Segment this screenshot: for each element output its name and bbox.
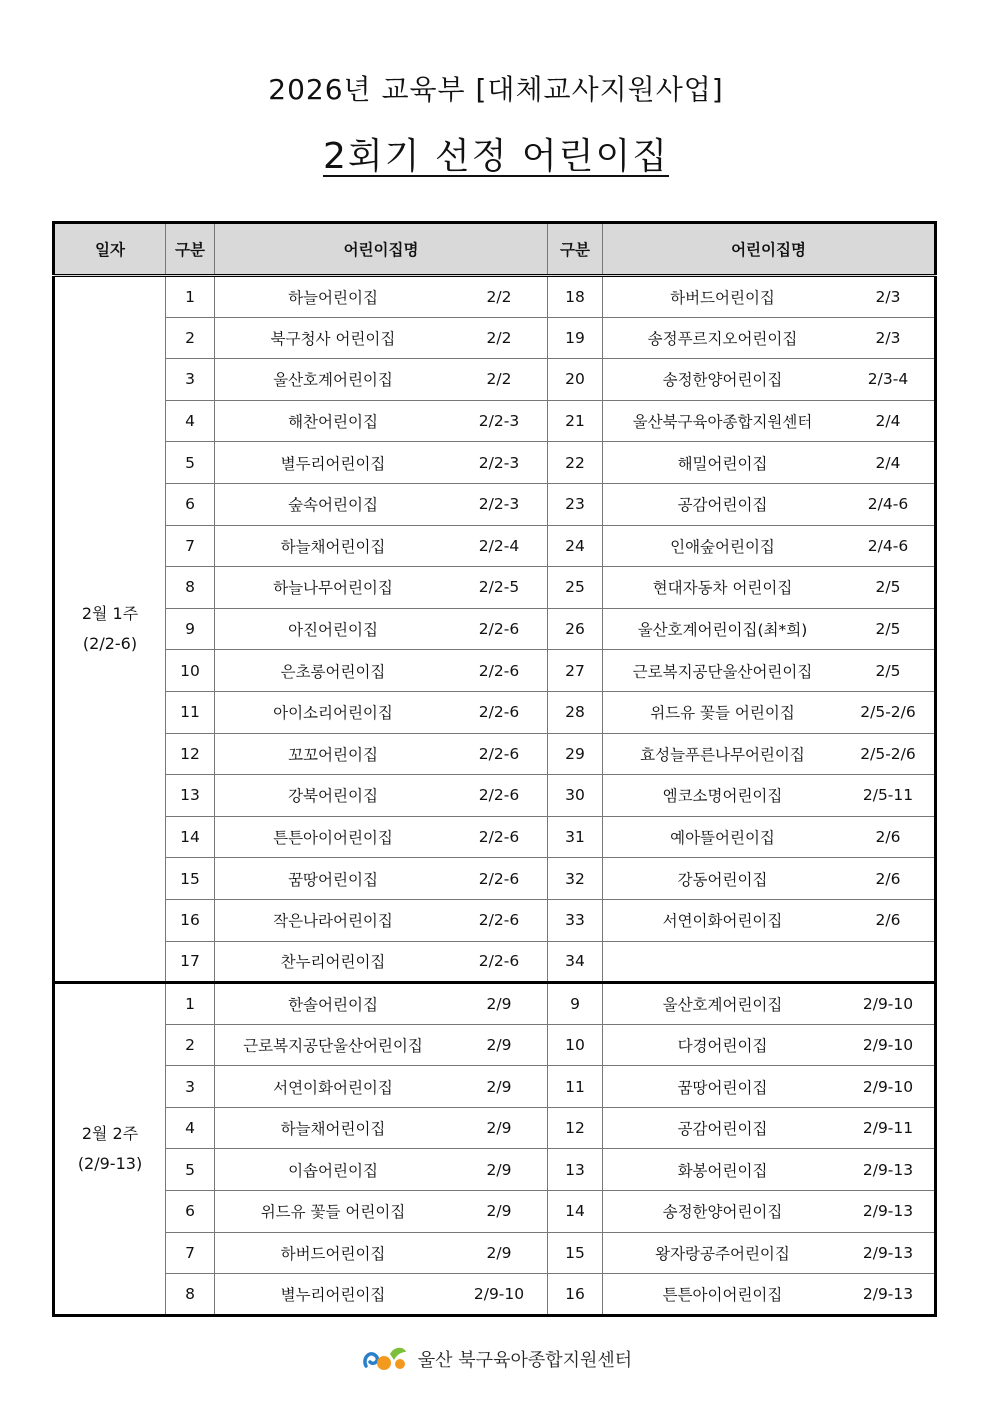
row-number: 2 [166, 317, 215, 359]
dispatch-date: 2/9-13 [862, 1285, 914, 1304]
dispatch-date: 2/2 [486, 287, 512, 306]
dispatch-date: 2/9-13 [862, 1202, 914, 1221]
row-number-2: 23 [548, 483, 603, 525]
row-number: 4 [166, 400, 215, 442]
daycare-name: 위드유 꽃들 어린이집 [260, 1203, 406, 1222]
row-number: 7 [166, 525, 215, 567]
row-number: 3 [166, 1066, 215, 1108]
dispatch-date: 2/4 [875, 453, 901, 472]
daycare-name: 왕자랑공주어린이집 [655, 1244, 790, 1263]
row-number: 2 [166, 1024, 215, 1066]
daycare-cell-2 [603, 858, 936, 900]
daycare-name: 이솝어린이집 [288, 1161, 378, 1180]
daycare-cell [215, 442, 548, 484]
row-number: 7 [166, 1232, 215, 1274]
row-number-2: 12 [548, 1107, 603, 1149]
table-row [54, 400, 936, 442]
table-row [54, 1149, 936, 1191]
daycare-cell [215, 1274, 548, 1316]
week-range: (2/9-13) [77, 1153, 143, 1173]
daycare-cell-2 [603, 1274, 936, 1316]
table-row [54, 899, 936, 941]
row-number-2: 33 [548, 899, 603, 941]
table-row [54, 317, 936, 359]
daycare-name: 다경어린이집 [677, 1036, 768, 1055]
dispatch-date: 2/4-6 [867, 536, 909, 555]
daycare-cell [215, 899, 548, 941]
row-number: 16 [166, 899, 215, 941]
row-number: 17 [166, 941, 215, 983]
daycare-name: 해찬어린이집 [288, 413, 378, 432]
daycare-cell [215, 691, 548, 733]
daycare-cell [215, 608, 548, 650]
row-number-2: 18 [548, 276, 603, 318]
table-row [54, 276, 936, 318]
row-number: 4 [166, 1107, 215, 1149]
week-label: 2월 2주 [81, 1123, 139, 1143]
dispatch-date: 2/5 [875, 578, 901, 597]
dispatch-date: 2/9 [486, 1119, 512, 1138]
daycare-name: 강북어린이집 [288, 787, 378, 806]
row-number-2: 24 [548, 525, 603, 567]
dispatch-date: 2/9-13 [862, 1243, 914, 1262]
daycare-name: 하늘어린이집 [288, 288, 378, 307]
daycare-cell-2 [603, 1024, 936, 1066]
daycare-name: 꿈땅어린이집 [288, 870, 378, 889]
week-cell [54, 983, 166, 1316]
row-number-2: 27 [548, 650, 603, 692]
daycare-cell [215, 733, 548, 775]
daycare-cell [215, 1149, 548, 1191]
dispatch-date: 2/2-4 [478, 536, 520, 555]
row-number-2: 10 [548, 1024, 603, 1066]
row-number: 13 [166, 775, 215, 817]
daycare-name: 송정한양어린이집 [662, 371, 783, 390]
daycare-name: 북구청사 어린이집 [270, 329, 396, 348]
row-number: 9 [166, 608, 215, 650]
table-row [54, 983, 936, 1025]
table-row [54, 442, 936, 484]
row-number: 5 [166, 442, 215, 484]
dispatch-date: 2/9-10 [473, 1285, 525, 1304]
dispatch-date: 2/2-6 [478, 952, 520, 971]
daycare-cell [215, 400, 548, 442]
daycare-name: 작은나라어린이집 [273, 912, 393, 931]
daycare-name: 은초롱어린이집 [280, 662, 386, 681]
dispatch-date: 2/2-6 [478, 744, 520, 763]
table-row [54, 359, 936, 401]
row-number: 10 [166, 650, 215, 692]
table-body [54, 276, 936, 1316]
dispatch-date: 2/5-2/6 [860, 703, 916, 722]
dispatch-date: 2/2-6 [478, 786, 520, 805]
dispatch-date: 2/9 [486, 1160, 512, 1179]
daycare-name: 효성늘푸른나무어린이집 [640, 745, 805, 764]
row-number: 11 [166, 691, 215, 733]
row-number: 6 [166, 483, 215, 525]
table-row [54, 775, 936, 817]
row-number-2: 19 [548, 317, 603, 359]
daycare-cell-2 [603, 1149, 936, 1191]
row-number: 1 [166, 983, 215, 1025]
daycare-name: 아이소리어린이집 [273, 704, 393, 723]
center-logo-icon [360, 1344, 412, 1374]
row-number: 8 [166, 567, 215, 609]
daycare-name: 공감어린이집 [677, 496, 768, 515]
dispatch-date: 2/2-3 [478, 453, 520, 472]
daycare-name: 숲속어린이집 [288, 496, 378, 515]
table-row [54, 941, 936, 983]
header-name-2: 어린이집명 [603, 223, 936, 276]
dispatch-date: 2/4-6 [867, 495, 909, 514]
daycare-name: 근로복지공단울산어린이집 [243, 1036, 423, 1055]
daycare-name: 꿈땅어린이집 [677, 1078, 768, 1097]
daycare-cell [215, 650, 548, 692]
table-row [54, 483, 936, 525]
row-number-2: 15 [548, 1232, 603, 1274]
daycare-name: 울산북구육아종합지원센터 [632, 413, 813, 432]
dispatch-date: 2/9 [486, 1035, 512, 1054]
dispatch-date: 2/3 [875, 287, 901, 306]
daycare-cell [215, 816, 548, 858]
daycare-name: 하버드어린이집 [280, 1244, 386, 1263]
daycare-cell-2 [603, 983, 936, 1025]
header-name: 어린이집명 [215, 223, 548, 276]
daycare-name: 꼬꼬어린이집 [288, 745, 378, 764]
daycare-name: 별두리어린이집 [280, 454, 386, 473]
subtitle-text: 2회기 선정 어린이집 [323, 136, 669, 177]
daycare-cell [215, 983, 548, 1025]
row-number-2: 34 [548, 941, 603, 983]
daycare-name: 송정푸르지오어린이집 [647, 329, 798, 348]
dispatch-date: 2/5 [875, 620, 901, 639]
daycare-cell [215, 1107, 548, 1149]
row-number: 12 [166, 733, 215, 775]
table-header-row [54, 223, 936, 276]
header-no-2: 구분 [548, 223, 603, 276]
daycare-cell-2 [603, 1107, 936, 1149]
row-number-2: 29 [548, 733, 603, 775]
row-number-2: 25 [548, 567, 603, 609]
daycare-name: 하늘채어린이집 [280, 1120, 386, 1139]
dispatch-date: 2/5-11 [862, 786, 914, 805]
header-no: 구분 [166, 223, 215, 276]
row-number-2: 28 [548, 691, 603, 733]
daycare-cell [215, 941, 548, 983]
daycare-cell [215, 525, 548, 567]
daycare-name: 해밀어린이집 [677, 454, 768, 473]
row-number-2: 16 [548, 1274, 603, 1316]
table-row [54, 1191, 936, 1233]
daycare-name: 아진어린이집 [288, 621, 378, 640]
daycare-name: 현대자동차 어린이집 [652, 579, 793, 598]
daycare-name: 송정한양어린이집 [662, 1203, 783, 1222]
daycare-name: 화봉어린이집 [677, 1161, 768, 1180]
dispatch-date: 2/2-3 [478, 495, 520, 514]
daycare-cell-2 [603, 567, 936, 609]
row-number-2: 31 [548, 816, 603, 858]
dispatch-date: 2/2-6 [478, 869, 520, 888]
row-number: 15 [166, 858, 215, 900]
table-row [54, 691, 936, 733]
daycare-cell [215, 1232, 548, 1274]
daycare-name: 근로복지공단울산어린이집 [632, 662, 813, 681]
daycare-name: 엠코소명어린이집 [662, 787, 783, 806]
selection-table [52, 221, 937, 1317]
daycare-cell-2 [603, 650, 936, 692]
daycare-name: 강동어린이집 [677, 870, 768, 889]
header-date: 일자 [54, 223, 166, 276]
daycare-cell-2 [603, 816, 936, 858]
dispatch-date: 2/6 [875, 911, 901, 930]
daycare-cell [215, 483, 548, 525]
dispatch-date: 2/2-6 [478, 703, 520, 722]
daycare-name: 별누리어린이집 [280, 1286, 386, 1305]
daycare-cell [215, 567, 548, 609]
daycare-cell [215, 858, 548, 900]
daycare-cell [215, 1191, 548, 1233]
table-row [54, 1274, 936, 1316]
daycare-name: 울산호계어린이집 [273, 371, 393, 390]
dispatch-date: 2/2-6 [478, 828, 520, 847]
document-subtitle [0, 128, 992, 179]
daycare-cell-2 [603, 775, 936, 817]
dispatch-date: 2/6 [875, 828, 901, 847]
table-row [54, 733, 936, 775]
row-number-2: 32 [548, 858, 603, 900]
dispatch-date: 2/9-10 [862, 1077, 914, 1096]
daycare-name: 인애숲어린이집 [670, 537, 775, 556]
week-cell [54, 276, 166, 983]
dispatch-date: 2/9-10 [862, 1035, 914, 1054]
dispatch-date: 2/9-13 [862, 1160, 914, 1179]
daycare-name: 울산호계어린이집 [662, 995, 783, 1014]
daycare-cell-2 [603, 317, 936, 359]
daycare-cell-2 [603, 941, 936, 983]
dispatch-date: 2/9 [486, 994, 512, 1013]
week-range: (2/2-6) [82, 634, 138, 654]
daycare-name: 하버드어린이집 [670, 288, 775, 307]
daycare-name: 공감어린이집 [677, 1120, 768, 1139]
table-row [54, 567, 936, 609]
footer [0, 1344, 992, 1374]
row-number-2: 22 [548, 442, 603, 484]
daycare-cell [215, 276, 548, 318]
daycare-name: 예아뜰어린이집 [670, 829, 775, 848]
daycare-name: 한솔어린이집 [288, 995, 378, 1014]
dispatch-date: 2/2-6 [478, 911, 520, 930]
dispatch-date: 2/2 [486, 328, 512, 347]
daycare-cell-2 [603, 899, 936, 941]
table-row [54, 608, 936, 650]
row-number-2: 30 [548, 775, 603, 817]
document-title: 2026년 교육부 [대체교사지원사업] [268, 73, 724, 106]
daycare-cell-2 [603, 733, 936, 775]
daycare-name: 울산호계어린이집(최*희) [637, 621, 808, 640]
dispatch-date: 2/3 [875, 328, 901, 347]
row-number: 14 [166, 816, 215, 858]
daycare-cell-2 [603, 1066, 936, 1108]
dispatch-date: 2/2-5 [478, 578, 520, 597]
dispatch-date: 2/9 [486, 1202, 512, 1221]
daycare-cell-2 [603, 442, 936, 484]
row-number-2: 11 [548, 1066, 603, 1108]
row-number-2: 21 [548, 400, 603, 442]
row-number-2: 26 [548, 608, 603, 650]
dispatch-date: 2/3-4 [867, 370, 909, 389]
table-row [54, 816, 936, 858]
dispatch-date: 2/9 [486, 1077, 512, 1096]
table-row [54, 1024, 936, 1066]
daycare-cell-2 [603, 525, 936, 567]
week-label: 2월 1주 [81, 603, 139, 623]
dispatch-date: 2/2-6 [478, 661, 520, 680]
daycare-cell [215, 1024, 548, 1066]
row-number: 3 [166, 359, 215, 401]
daycare-cell-2 [603, 1232, 936, 1274]
dispatch-date: 2/5 [875, 661, 901, 680]
daycare-name: 튼튼아이어린이집 [273, 829, 393, 848]
dispatch-date: 2/4 [875, 412, 901, 431]
dispatch-date: 2/9-11 [862, 1119, 914, 1138]
daycare-cell-2 [603, 483, 936, 525]
daycare-cell-2 [603, 359, 936, 401]
dispatch-date: 2/5-2/6 [860, 744, 916, 763]
dispatch-date: 2/2-6 [478, 620, 520, 639]
row-number-2: 13 [548, 1149, 603, 1191]
daycare-name: 하늘나무어린이집 [273, 579, 393, 598]
table-row [54, 1232, 936, 1274]
daycare-cell [215, 775, 548, 817]
table-row [54, 650, 936, 692]
table-row [54, 1107, 936, 1149]
table-row [54, 858, 936, 900]
daycare-name: 서연이화어린이집 [662, 912, 783, 931]
row-number: 8 [166, 1274, 215, 1316]
row-number: 5 [166, 1149, 215, 1191]
footer-org-name: 울산 북구육아종합지원센터 [417, 1350, 633, 1371]
dispatch-date: 2/6 [875, 869, 901, 888]
row-number: 6 [166, 1191, 215, 1233]
row-number-2: 20 [548, 359, 603, 401]
daycare-cell-2 [603, 1191, 936, 1233]
row-number-2: 14 [548, 1191, 603, 1233]
daycare-cell [215, 317, 548, 359]
daycare-name: 위드유 꽃들 어린이집 [650, 704, 795, 723]
daycare-cell-2 [603, 691, 936, 733]
dispatch-date: 2/9-10 [862, 994, 914, 1013]
table-row [54, 525, 936, 567]
dispatch-date: 2/9 [486, 1243, 512, 1262]
daycare-name: 찬누리어린이집 [280, 953, 386, 972]
daycare-cell-2 [603, 608, 936, 650]
daycare-cell [215, 1066, 548, 1108]
row-number: 1 [166, 276, 215, 318]
daycare-cell-2 [603, 276, 936, 318]
daycare-cell-2 [603, 400, 936, 442]
daycare-name: 하늘채어린이집 [280, 537, 386, 556]
daycare-name: 서연이화어린이집 [273, 1078, 393, 1097]
daycare-name: 튼튼아이어린이집 [662, 1286, 783, 1305]
dispatch-date: 2/2 [486, 370, 512, 389]
row-number-2: 9 [548, 983, 603, 1025]
daycare-cell [215, 359, 548, 401]
dispatch-date: 2/2-3 [478, 412, 520, 431]
table-row [54, 1066, 936, 1108]
